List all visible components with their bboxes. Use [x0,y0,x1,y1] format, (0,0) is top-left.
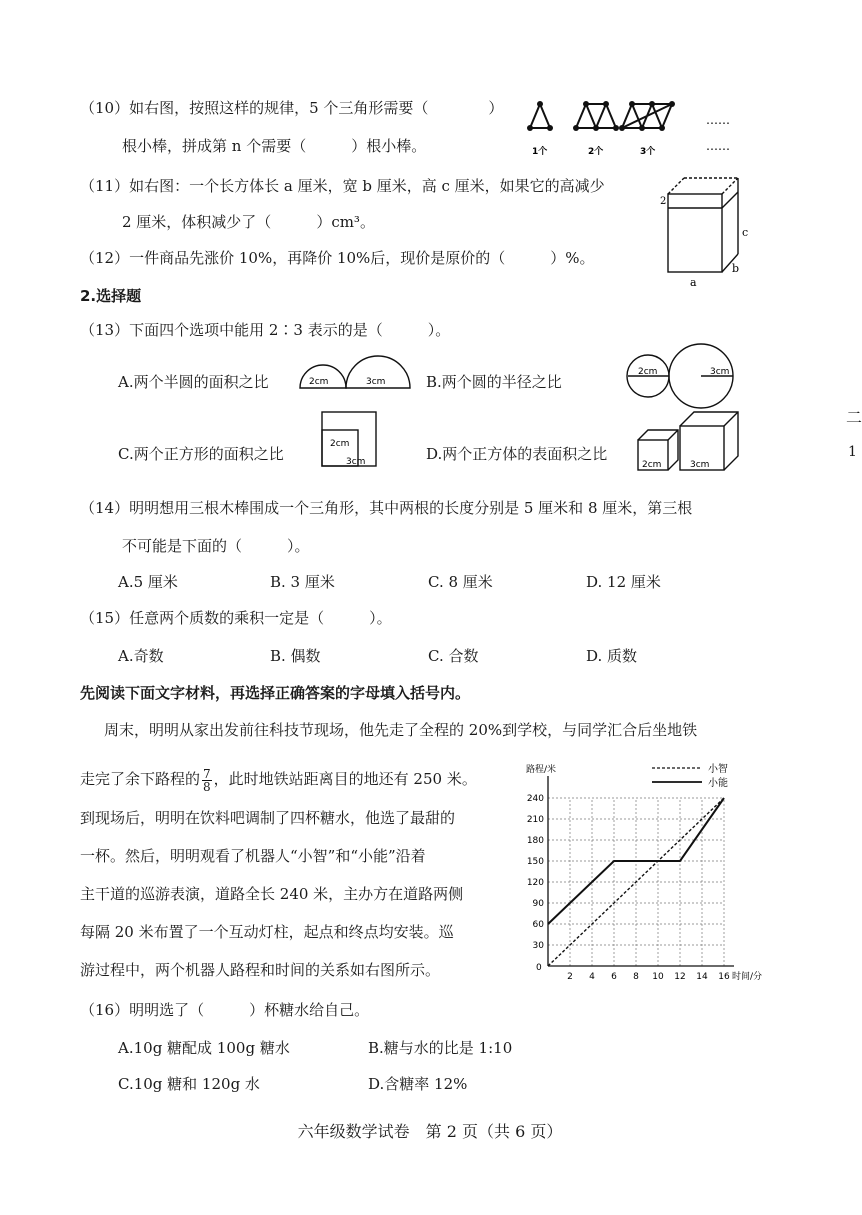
x-tick-label: 8 [633,972,639,982]
q14-line1: （14）明明想用三根木棒围成一个三角形，其中两根的长度分别是 5 厘米和 8 厘米，第三根 [80,499,693,517]
q14-line2: 不可能是下面的（ ）。 [122,537,310,555]
pattern-label-3: 3个 [640,147,656,157]
y-tick-label: 240 [526,794,544,804]
pattern-dots-2: …… [706,139,730,153]
q16-option-d: D.含糖率 12% [368,1075,468,1093]
origin-label: 0 [536,963,542,973]
x-tick-label: 6 [611,972,617,982]
pattern-label-1: 1个 [532,147,548,157]
y-axis-label: 路程/米 [526,765,557,775]
q11-line2: 2 厘米，体积减少了（ ）cm³。 [122,213,375,231]
q11-line1: （11）如右图：一个长方体长 a 厘米，宽 b 厘米，高 c 厘米，如果它的高减少 [80,177,605,195]
q13-option-b: B.两个圆的半径之比 [426,373,562,391]
pattern-3-triangles [622,104,672,128]
q14-option-a: A.5 厘米 [118,573,178,591]
cuboid-label-2: 2 [660,196,667,207]
legend-label-1: 小智 [708,764,728,775]
q13c-label-2cm: 2cm [330,439,350,449]
q13-semicircles-figure [296,350,412,394]
pattern-dots-1: …… [706,113,730,127]
q13c-label-3cm: 3cm [346,457,366,467]
legend-label-2: 小能 [708,778,728,789]
fraction-denominator: 8 [203,779,211,794]
edge-mark-2: 1 [848,444,857,460]
q15-option-b: B. 偶数 [270,647,321,665]
edge-mark-1: 二 [846,408,862,427]
q13-stem: （13）下面四个选项中能用 2∶3 表示的是（ ）。 [80,321,451,339]
reading-p7: 游过程中，两个机器人路程和时间的关系如右图所示。 [80,961,441,979]
x-tick-label: 4 [589,972,595,982]
q15-option-d: D. 质数 [586,647,638,665]
q13-option-c: C.两个正方形的面积之比 [118,445,284,463]
y-tick-label: 90 [532,899,544,909]
y-tick-label: 120 [526,878,544,888]
q16-stem: （16）明明选了（ ）杯糖水给自己。 [80,1001,370,1019]
q15-option-a: A.奇数 [118,647,164,665]
triangle-pattern-figure [520,92,780,162]
q15-stem: （15）任意两个质数的乘积一定是（ ）。 [80,609,392,627]
y-tick-label: 60 [532,920,544,930]
x-tick-label: 14 [696,972,708,982]
q13-squares-figure [320,410,380,470]
reading-p2 [80,764,477,794]
fraction-7-8 [202,768,212,793]
x-tick-label: 10 [652,972,664,982]
q16-option-b: B.糖与水的比是 1:10 [368,1039,513,1057]
y-tick-label: 180 [526,836,544,846]
q13-circles-figure [626,344,752,408]
pattern-1-triangle [530,104,550,128]
q16-option-a: A.10g 糖配成 100g 糖水 [118,1039,290,1057]
x-axis-label: 时间/分 [732,972,763,982]
cuboid-label-a: a [690,276,697,289]
cuboid-label-b: b [732,262,740,275]
x-tick-label: 16 [718,972,730,982]
reading-p6: 每隔 20 米布置了一个互动灯柱，起点和终点均安装。巡 [80,923,454,941]
q10-line1: （10）如右图，按照这样的规律，5 个三角形需要（ ） [80,99,504,117]
q14-option-c: C. 8 厘米 [428,573,493,591]
q16-option-c: C.10g 糖和 120g 水 [118,1075,260,1093]
q13d-label-3cm: 3cm [690,460,710,470]
q13-cubes-figure [634,410,754,472]
y-tick-label: 210 [526,815,544,825]
y-tick-label: 30 [532,941,544,951]
reading-p3: 到现场后，明明在饮料吧调制了四杯糖水，他选了最甜的 [80,809,456,827]
q10-line2: 根小棒，拼成第 n 个需要（ ）根小棒。 [122,137,427,155]
reading-p4: 一杯。然后，明明观看了机器人“小智”和“小能”沿着 [80,847,426,865]
cuboid-label-c: c [742,226,749,239]
q13a-label-3cm: 3cm [366,377,386,387]
y-tick-label: 150 [526,857,544,867]
q12-text: （12）一件商品先涨价 10%，再降价 10%后，现价是原价的（ ）%。 [80,249,595,267]
cuboid-figure [650,170,760,290]
x-tick-label: 12 [674,972,686,982]
reading-p2-post: ，此时地铁站距离目的地还有 250 米。 [213,770,477,788]
q14-option-d: D. 12 厘米 [586,573,661,591]
fraction-numerator: 7 [203,766,211,781]
reading-p2-pre: 走完了余下路程的 [80,770,201,788]
q13-option-a: A.两个半圆的面积之比 [118,373,269,391]
q13b-label-3cm: 3cm [710,367,730,377]
pattern-label-2: 2个 [588,147,604,157]
q13d-label-2cm: 2cm [642,460,662,470]
reading-title: 先阅读下面文字材料，再选择正确答案的字母填入括号内。 [80,684,471,702]
section-2-title: 2.选择题 [80,287,142,305]
q13a-label-2cm: 2cm [309,377,329,387]
q14-option-b: B. 3 厘米 [270,573,335,591]
distance-time-chart [512,760,772,980]
x-tick-label: 2 [567,972,573,982]
q13-option-d: D.两个正方体的表面积之比 [426,445,608,463]
q13b-label-2cm: 2cm [638,367,658,377]
reading-p5: 主干道的巡游表演，道路全长 240 米，主办方在道路两侧 [80,885,464,903]
page-footer: 六年级数学试卷 第 2 页（共 6 页） [297,1122,563,1141]
q15-option-c: C. 合数 [428,647,479,665]
pattern-2-triangles [576,104,616,128]
reading-p1: 周末，明明从家出发前往科技节现场，他先走了全程的 20%到学校，与同学汇合后坐地铁 [104,721,698,739]
